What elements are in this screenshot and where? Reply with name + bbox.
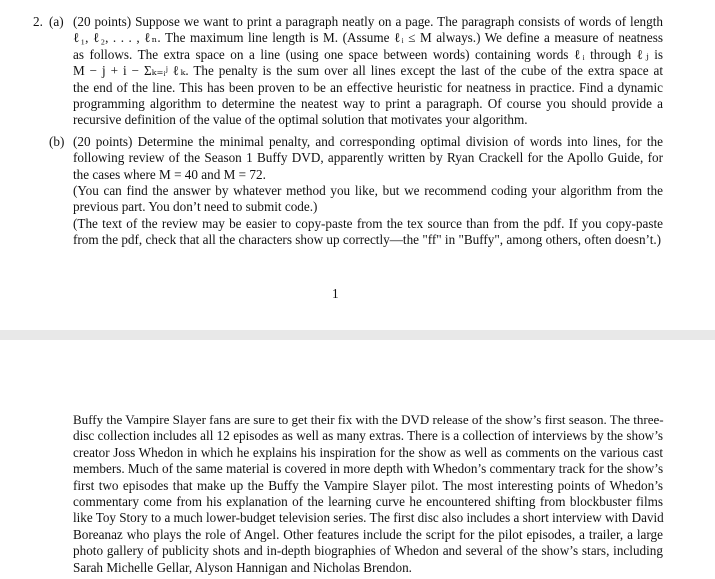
- part-b-note-1: [73, 183, 663, 216]
- note-line: previous part. You don’t need to submit code.): [73, 199, 318, 215]
- review-text: [73, 412, 663, 576]
- review-line: disc collection includes all 12 episodes as well as many extras. There is a collection of interviews by the show’s: [73, 428, 663, 444]
- note-line: (You can find the answer by whatever method you like, but we recommend coding your algorithm from the: [73, 183, 663, 198]
- review-line: Boreanaz who plays the role of Angel. Other features include the script for the pilot episodes, a trailer, a large: [73, 526, 663, 542]
- review-line: creator Joss Whedon in which he explains his inspiration for the show as well as comments on the various cast: [73, 444, 663, 460]
- review-line: photo gallery of publicity shots and in-depth biographies of Whedon and several of the show’s stars, including: [73, 543, 663, 559]
- note-line: (The text of the review may be easier to copy-paste from the tex source than from the pdf. If you copy-paste: [73, 216, 663, 231]
- part-a-line: as follows. The extra space on a line (using one space between words) containing words ℓᵢ through ℓⱼ is: [73, 46, 663, 62]
- part-b-note-2: [73, 216, 663, 249]
- part-a-line: (20 points) Suppose we want to print a paragraph neatly on a page. The paragraph consists of words of length: [73, 14, 663, 29]
- review-line: Sarah Michelle Gellar, Alyson Hannigan and Nicholas Brendon.: [73, 559, 412, 575]
- page-separator: [0, 330, 715, 340]
- part-a-label: (a): [49, 14, 64, 29]
- page-number: 1: [332, 286, 339, 301]
- part-a-line: ℓ₁, ℓ₂, . . . , ℓₙ. The maximum line length is M. (Assume ℓᵢ ≤ M always.) We define a measure of neatness: [73, 30, 663, 46]
- review-line: commentary come from his explanation of the learning curve he encountered shifting from blockbuster films: [73, 494, 663, 510]
- problem-number: 2.: [33, 14, 43, 29]
- part-b-line: following review of the Season 1 Buffy DVD, apparently written by Ryan Crackell for the Apollo Guide, for: [73, 150, 663, 166]
- note-line: from the pdf, check that all the characters show up correctly—the "ff" in "Buffy", among others, often doesn’t.): [73, 232, 662, 248]
- part-b-line: (20 points) Determine the minimal penalty, and corresponding optimal division of words into lines, for the: [73, 134, 663, 149]
- page-2: [0, 340, 715, 579]
- review-line: Buffy the Vampire Slayer fans are sure to get their fix with the DVD release of the show’s first season. The three-: [73, 412, 664, 427]
- part-b-line: the cases where M = 40 and M = 72.: [73, 166, 266, 182]
- part-b-label: (b): [49, 134, 65, 149]
- review-line: like Toy Story to a much lower-budget television series. The first disc also includes a short interview with David: [73, 510, 664, 526]
- part-a-text: [73, 14, 663, 129]
- part-a-line: the end of the line. This has been proven to be an effective heuristic for neatness in practice. Find a dynamic: [73, 79, 663, 95]
- review-line: members. Much of the same material is covered in more depth with Whedon’s commentary track for the show’s: [73, 461, 664, 477]
- part-a-line: recursive definition of the value of the optimal solution that motivates your algorithm.: [73, 112, 528, 128]
- part-a-line: programming algorithm to determine the neatest way to print a paragraph. Of course you should provide a: [73, 96, 663, 112]
- review-line: first two episodes that make up the Buffy the Vampire Slayer pilot. The most interesting points of Whedon’s: [73, 477, 663, 493]
- part-a-line: M − j + i − Σₖ₌ᵢʲ ℓₖ. The penalty is the sum over all lines except the last of the cube of the extra space at: [73, 63, 663, 79]
- part-b-text: [73, 134, 663, 183]
